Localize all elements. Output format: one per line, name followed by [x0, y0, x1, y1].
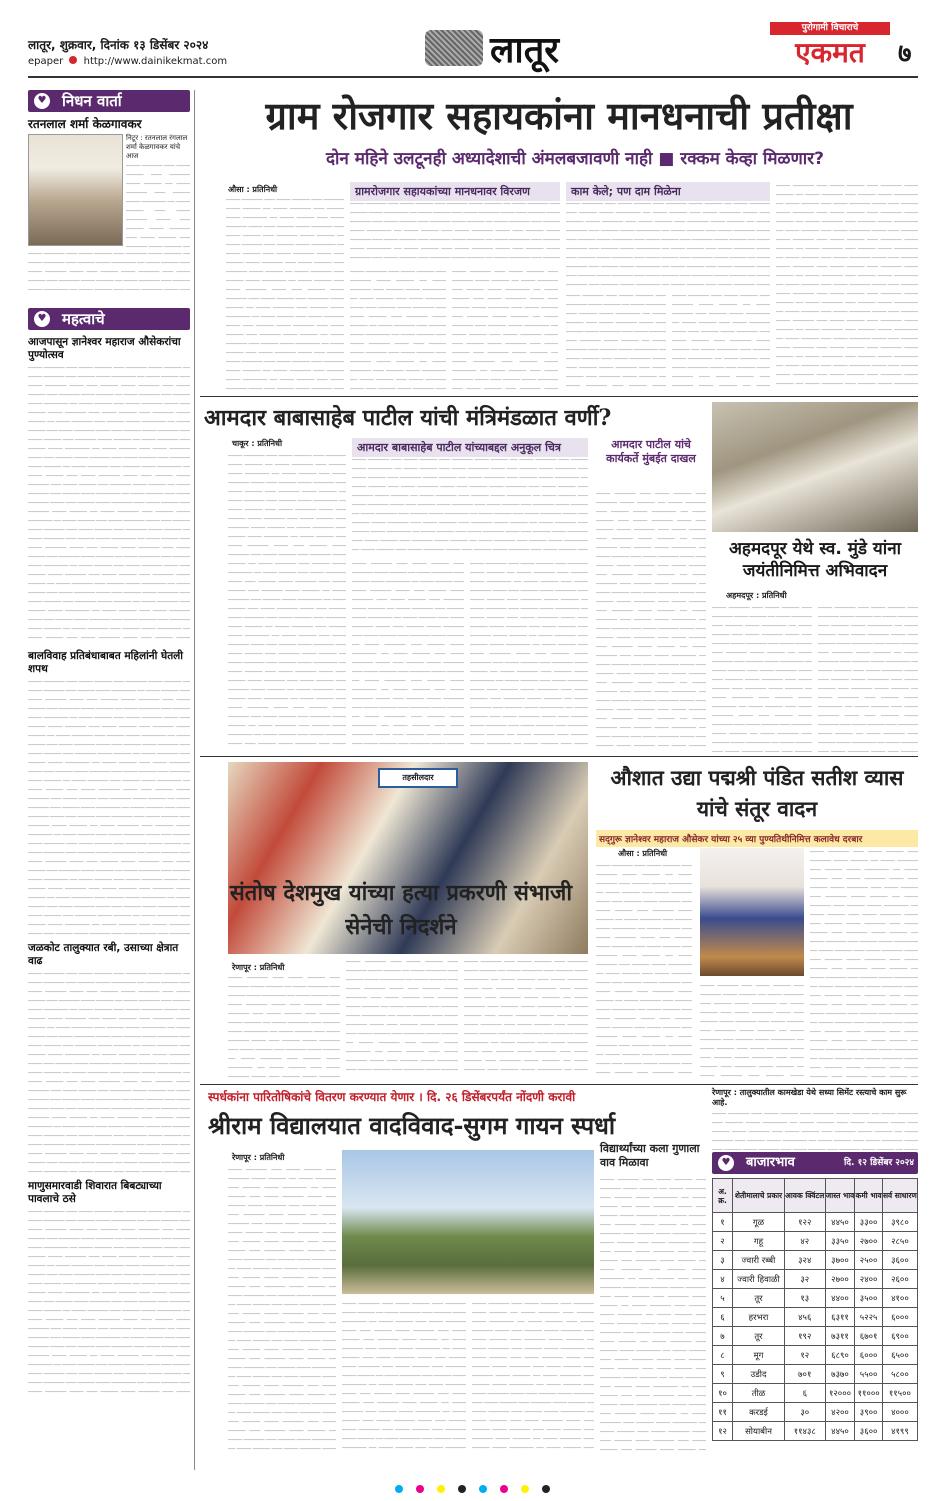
market-cell: ४४५० [825, 1422, 855, 1441]
obituary-section [28, 90, 190, 112]
story4-col-3 [810, 848, 918, 1080]
market-table-row [713, 1327, 918, 1346]
market-table-row [713, 1403, 918, 1422]
market-cell: ८ [713, 1346, 733, 1365]
story4-rule [200, 1084, 918, 1085]
story2-col-2 [352, 560, 464, 752]
market-cell: ४२०० [825, 1403, 855, 1422]
market-table-row [713, 1251, 918, 1270]
obituary-body [28, 134, 190, 264]
masthead [0, 0, 945, 80]
market-cell: २६०० [882, 1270, 917, 1289]
story6-col-2 [342, 1300, 466, 1454]
globe-icon [69, 56, 77, 64]
story5-col-1 [228, 974, 340, 1078]
market-cell: उडीद [733, 1365, 785, 1384]
epaper-url[interactable]: http://www.dainikekmat.com [83, 56, 228, 67]
story6-byline: रेणापूर : प्रतिनिधी [232, 1153, 285, 1162]
story3-photo [712, 402, 918, 532]
market-cell: १३ [785, 1289, 826, 1308]
story3-rule [200, 756, 918, 757]
story6-headline: श्रीराम विद्यालयात वादविवाद-सुगम गायन स्पर्धा [208, 1111, 616, 1140]
col-header: अ. क्र. [713, 1179, 733, 1213]
market-table-row [713, 1270, 918, 1289]
city-title: लातूर [490, 29, 559, 71]
important-section [28, 308, 190, 330]
story4-headline: औशात उद्या पद्मश्री पंडित सतीश व्यास यांचे संतूर वादन [610, 765, 904, 821]
market-cell: हरभरा [733, 1308, 785, 1327]
market-table-header [713, 1179, 918, 1213]
market-cell: ४५६ [785, 1308, 826, 1327]
market-cell: १० [713, 1384, 733, 1403]
registration-mark [416, 1485, 424, 1493]
story5-photo-sign: तहसीलदार [378, 768, 458, 788]
important-item-3-text [28, 970, 190, 1176]
city-emblem-icon [425, 30, 483, 66]
market-cell: ज्वारी रब्बी [733, 1251, 785, 1270]
story6-strip: स्पर्धकांना पारितोषिकांचे वितरण करण्यात येणार । दि. २६ डिसेंबरपर्यंत नोंदणी करावी [208, 1090, 576, 1104]
epaper-label: epaper [28, 56, 64, 67]
left-column [28, 90, 190, 1470]
market-cell: ७०१ [785, 1365, 826, 1384]
important-item-1-head: आजपासून ज्ञानेश्वर महाराज औसेकरांचा पुण्योत्सव [28, 336, 181, 361]
lead-rule [200, 396, 918, 397]
market-table-row [713, 1346, 918, 1365]
market-cell: ४४०० [825, 1289, 855, 1308]
story2-side-title: आमदार पाटील यांचे कार्यकर्ते मुंबईत दाखल [606, 438, 696, 465]
story4-col-2 [700, 982, 804, 1080]
market-cell: ६९०० [882, 1327, 917, 1346]
market-cell: २ [713, 1232, 733, 1251]
story2-side-text [596, 490, 706, 752]
market-cell: ६ [785, 1384, 826, 1403]
lead-col-2 [350, 268, 446, 392]
epaper-line[interactable] [28, 56, 227, 67]
registration-mark [500, 1485, 508, 1493]
market-table-row [713, 1384, 918, 1403]
market-table-row [713, 1365, 918, 1384]
story6-side-title: विद्यार्थ्यांच्या कला गुणाला वाव मिळावा [600, 1142, 700, 1169]
market-cell: ३९०० [855, 1403, 882, 1422]
col-header: जास्त भाव [825, 1179, 855, 1213]
lead-box-1-title: ग्रामरोजगार सहायकांच्या मानधनावर विरजण [350, 182, 560, 201]
market-cell: ११४३८ [785, 1422, 826, 1441]
heart-icon: ♥ [718, 1155, 734, 1171]
renapur-brief: रेणापूर : तालुक्यातील कामखेडा येथे सध्या सिमेंट रस्त्याचे काम सुरू आहे. [712, 1088, 907, 1107]
important-section-label: महत्वाचे [62, 310, 105, 328]
story6-col-1 [228, 1166, 336, 1454]
market-cell: ४१९९ [882, 1422, 917, 1441]
important-item-2-head: बालविवाह प्रतिबंधाबाबत महिलांनी घेतली शपथ [28, 650, 184, 675]
market-label: बाजारभाव [746, 1155, 795, 1170]
lead-col-3 [452, 268, 558, 392]
col-header: सर्व साधारण [882, 1179, 917, 1213]
brand-logo: एकमत [795, 36, 865, 69]
brand-block [770, 22, 890, 72]
story4-col-1 [596, 862, 692, 1080]
col-header: शेतीमालाचे प्रकार [733, 1179, 785, 1213]
story2-byline: चाकूर : प्रतिनिधी [232, 439, 283, 448]
market-cell: १२ [713, 1422, 733, 1441]
market-table-row [713, 1422, 918, 1441]
market-cell: ५२२५ [855, 1308, 882, 1327]
market-cell: ११ [713, 1403, 733, 1422]
market-cell: १२२ [785, 1213, 826, 1232]
market-cell: ४२ [785, 1232, 826, 1251]
registration-mark [437, 1485, 445, 1493]
col-header: आवक क्विंटल [785, 1179, 826, 1213]
market-cell: गहू [733, 1232, 785, 1251]
registration-mark [395, 1485, 403, 1493]
market-cell: ३२४ [785, 1251, 826, 1270]
registration-mark [479, 1485, 487, 1493]
market-table-row [713, 1308, 918, 1327]
market-cell: ३२ [785, 1270, 826, 1289]
story3-headline: अहमदपूर येथे स्व. मुंडे यांना जयंतीनिमित्त अभिवादन [728, 539, 902, 581]
obituary-lead: निटूर : रतनलाल रंगलाल शर्मा केळगावकर यांचे आज [126, 134, 188, 160]
important-item-4-head: माणुसमारवाडी शिवारात बिबट्याच्या पावलाचे ठसे [28, 1180, 162, 1205]
market-cell: ७३११ [825, 1327, 855, 1346]
market-cell: ११५०० [882, 1384, 917, 1403]
date-line: लातूर, शुक्रवार, दिनांक १३ डिसेंबर २०२४ [28, 38, 209, 52]
obituary-text-bottom [28, 250, 190, 290]
story2-col-1 [228, 452, 346, 752]
market-cell: ४४५० [825, 1213, 855, 1232]
story4-byline: औसा : प्रतिनिधी [618, 849, 668, 858]
market-cell: ९ [713, 1365, 733, 1384]
obituary-section-label: निधन वार्ता [62, 92, 122, 110]
market-cell: ७३७० [825, 1365, 855, 1384]
market-cell: ६८९० [825, 1346, 855, 1365]
market-cell: २४०० [855, 1270, 882, 1289]
story3-col-3 [818, 604, 918, 752]
page-number: ७ [898, 39, 912, 69]
market-cell: ६००० [855, 1346, 882, 1365]
story2-box-title: आमदार बाबासाहेब पाटील यांच्याबद्दल अनुकूल चित्र [352, 438, 588, 457]
lead-byline: औसा : प्रतिनिधी [228, 185, 278, 194]
market-cell: ज्वारी हिवाळी [733, 1270, 785, 1289]
important-item-4-text [28, 1208, 190, 1393]
story5-col-3 [464, 958, 588, 1078]
market-cell: तूर [733, 1289, 785, 1308]
story6-side-text [600, 1176, 706, 1454]
obituary-name: रतनलाल शर्मा केळगावकर [28, 117, 142, 131]
lead-col-1 [226, 196, 344, 392]
market-cell: ३५०० [855, 1289, 882, 1308]
market-cell: ३७०० [825, 1251, 855, 1270]
story2-col-3 [470, 560, 588, 752]
story5-headline: संतोष देशमुख यांच्या हत्या प्रकरणी संभाजी सेनेची निदर्शने [229, 880, 573, 940]
market-cell: २५०० [855, 1251, 882, 1270]
market-cell: ५८०० [882, 1365, 917, 1384]
obituary-text [126, 162, 190, 248]
market-header [712, 1152, 918, 1174]
lead-col-5 [672, 292, 770, 392]
heart-icon: ♥ [34, 311, 50, 327]
market-cell: १९२ [785, 1327, 826, 1346]
market-cell: ६००० [882, 1308, 917, 1327]
market-cell: तूर [733, 1327, 785, 1346]
market-cell: ७ [713, 1327, 733, 1346]
market-cell: ६७०१ [855, 1327, 882, 1346]
market-cell: ३६०० [882, 1251, 917, 1270]
market-table-row [713, 1289, 918, 1308]
market-cell: २७०० [855, 1232, 882, 1251]
important-item-2-text [28, 678, 190, 938]
lead-box-2-title: काम केले; पण दाम मिळेना [566, 182, 770, 201]
market-cell: ११००० [855, 1384, 882, 1403]
market-cell: ६ [713, 1308, 733, 1327]
brand-tagline: पुरोगामी विचाराचे [770, 22, 890, 35]
market-cell: करडई [733, 1403, 785, 1422]
masthead-rule [28, 76, 918, 78]
market-cell: २७०० [825, 1270, 855, 1289]
lead-headline: ग्राम रोजगार सहायकांना मानधनाची प्रतीक्षा [265, 93, 853, 138]
obituary-photo [28, 134, 123, 246]
market-cell: मूग [733, 1346, 785, 1365]
story4-deck: सद्‌गुरू ज्ञानेश्वर महाराज औसेकर यांच्या २५ व्या पुण्यतिथीनिमित्त कलावेध दरबार [596, 830, 918, 847]
story5-col-2 [346, 958, 458, 1078]
story6-photo [342, 1150, 594, 1294]
market-cell: २८५० [882, 1232, 917, 1251]
market-cell: ३६०० [855, 1422, 882, 1441]
story5-byline: रेणापूर : प्रतिनिधी [232, 963, 285, 972]
market-date: दि. १२ डिसेंबर २०२४ [843, 1158, 914, 1168]
market-cell: ३३०० [855, 1213, 882, 1232]
market-table-row [713, 1213, 918, 1232]
renapur-brief-text [712, 1110, 918, 1150]
market-cell: ३० [785, 1403, 826, 1422]
market-cell: १२ [785, 1346, 826, 1365]
market-cell: ६३११ [825, 1308, 855, 1327]
lead-box-2-text [566, 200, 770, 286]
story3-col-2 [712, 604, 812, 752]
important-item-1-text [28, 364, 190, 646]
market-cell: ३ [713, 1251, 733, 1270]
market-table [712, 1178, 918, 1441]
market-cell: १२००० [825, 1384, 855, 1403]
market-cell: सोयाबीन [733, 1422, 785, 1441]
market-cell: ४ [713, 1270, 733, 1289]
registration-mark [542, 1485, 550, 1493]
col-header: कमी भाव [855, 1179, 882, 1213]
market-cell: १ [713, 1213, 733, 1232]
story2-headline: आमदार बाबासाहेब पाटील यांची मंत्रिमंडळात वर्णी? [204, 405, 612, 431]
market-cell: ३९८० [882, 1213, 917, 1232]
lead-col-6 [776, 182, 918, 392]
heart-icon: ♥ [34, 93, 50, 109]
column-divider [194, 90, 195, 1470]
market-cell: ४००० [882, 1403, 917, 1422]
important-item-3-head: जळकोट तालुक्यात रबी, उसाच्या क्षेत्रात वाढ [28, 942, 179, 967]
lead-deck: दोन महिने उलटूनही अध्यादेशाची अंमलबजावणी नाही ■ रक्कम केव्हा मिळणार? [326, 149, 824, 169]
registration-mark [458, 1485, 466, 1493]
market-cell: ३३५० [825, 1232, 855, 1251]
market-table-row [713, 1232, 918, 1251]
market-cell: तीळ [733, 1384, 785, 1403]
story6-col-3 [472, 1300, 594, 1454]
market-section [712, 1152, 918, 1456]
market-cell: गूळ [733, 1213, 785, 1232]
lead-col-4 [566, 292, 666, 392]
story3-byline: अहमदपूर : प्रतिनिधी [726, 591, 787, 600]
story2-box-text [352, 456, 588, 556]
market-cell: ४१०० [882, 1289, 917, 1308]
market-cell: ५५०० [855, 1365, 882, 1384]
registration-mark [521, 1485, 529, 1493]
market-cell: ५ [713, 1289, 733, 1308]
registration-marks [0, 1478, 945, 1492]
lead-box-1-text [350, 200, 560, 264]
market-cell: ६५०० [882, 1346, 917, 1365]
story4-photo [700, 848, 804, 976]
